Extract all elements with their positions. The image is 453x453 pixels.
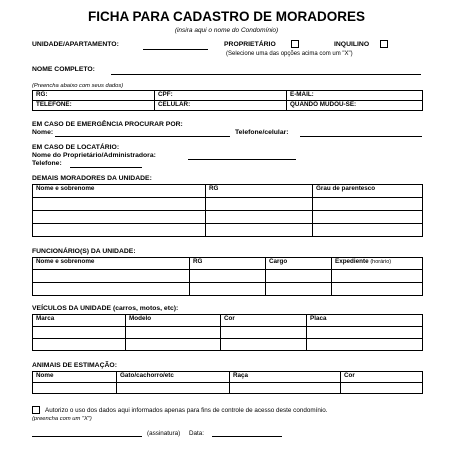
- column-header: Grau de parentesco: [313, 185, 423, 198]
- personal-hint: (Preencha abaixo com seus dados): [32, 83, 124, 89]
- pets-table: [32, 371, 423, 394]
- pets-heading: ANIMAIS DE ESTIMAÇÃO:: [32, 362, 117, 369]
- table-cell[interactable]: [190, 283, 266, 296]
- table-cell[interactable]: [206, 224, 313, 237]
- table-cell[interactable]: [33, 283, 190, 296]
- table-row: [33, 270, 423, 283]
- table-cell[interactable]: [332, 270, 423, 283]
- table-cell[interactable]: [313, 224, 423, 237]
- table-header-row: [33, 258, 423, 270]
- consent-checkbox[interactable]: [32, 406, 40, 414]
- table-row: [33, 224, 423, 237]
- email-field[interactable]: E-MAIL:: [287, 91, 423, 101]
- phone-field[interactable]: TELEFONE:: [33, 101, 155, 111]
- table-cell[interactable]: [266, 270, 332, 283]
- column-header: Marca: [33, 315, 126, 327]
- column-header: Nome e sobrenome: [33, 185, 206, 198]
- column-header: Gato/cachorro/etc: [117, 372, 230, 383]
- table-header-row: [33, 185, 423, 198]
- tenant-phone-input-line[interactable]: [70, 167, 142, 168]
- table-cell[interactable]: [313, 211, 423, 224]
- table-row: [33, 339, 423, 351]
- vehicles-table: [32, 314, 423, 351]
- move-in-date-field[interactable]: QUANDO MUDOU-SE:: [287, 101, 423, 111]
- table-cell[interactable]: [221, 327, 307, 339]
- table-cell[interactable]: [126, 327, 221, 339]
- table-cell[interactable]: [33, 198, 206, 211]
- table-cell[interactable]: [126, 339, 221, 351]
- column-header: Nome: [33, 372, 117, 383]
- table-cell[interactable]: [33, 270, 190, 283]
- consent-hint: (preencha com um "X"): [32, 416, 92, 422]
- emergency-heading: EM CASO DE EMERGÊNCIA PROCURAR POR:: [32, 121, 183, 128]
- residents-table: [32, 184, 423, 237]
- date-label: Data:: [189, 430, 205, 437]
- consent-text: Autorizo o uso dos dados aqui informados apenas para fins de controle de acesso deste condomínio.: [45, 407, 328, 414]
- emergency-phone-label: Telefone/celular:: [235, 129, 289, 136]
- table-header-row: [33, 372, 423, 383]
- personal-data-table: [32, 90, 423, 111]
- column-header: Cor: [341, 372, 423, 383]
- column-header: Cargo: [266, 258, 332, 270]
- column-header: RG: [206, 185, 313, 198]
- employees-heading: FUNCIONÁRIO(S) DA UNIDADE:: [32, 248, 136, 255]
- table-row: [33, 327, 423, 339]
- page-subtitle: (insira aqui o nome do Condomínio): [174, 27, 279, 34]
- emergency-name-label: Nome:: [32, 129, 54, 136]
- rg-field[interactable]: RG:: [33, 91, 155, 101]
- owner-name-input-line[interactable]: [188, 159, 296, 160]
- table-cell[interactable]: [221, 339, 307, 351]
- signature-input-line[interactable]: [32, 436, 142, 437]
- column-header: Modelo: [126, 315, 221, 327]
- table-cell[interactable]: [307, 327, 423, 339]
- table-cell[interactable]: [33, 211, 206, 224]
- table-cell[interactable]: [206, 198, 313, 211]
- unit-input-line[interactable]: [143, 49, 208, 50]
- employees-table: [32, 257, 423, 296]
- full-name-input-line[interactable]: [111, 74, 421, 75]
- column-header: Cor: [221, 315, 307, 327]
- table-header-row: [33, 315, 423, 327]
- table-row: [33, 283, 423, 296]
- table-cell[interactable]: [33, 383, 117, 394]
- table-row: [33, 211, 423, 224]
- unit-label: UNIDADE/APARTAMENTO:: [32, 41, 119, 48]
- table-cell[interactable]: [266, 283, 332, 296]
- owner-name-label: Nome do Proprietário/Administradora:: [32, 152, 156, 159]
- table-cell[interactable]: [33, 327, 126, 339]
- emergency-name-input-line[interactable]: [55, 136, 230, 137]
- signature-label: (assinatura): [147, 430, 181, 437]
- column-header: Expediente (horário): [332, 258, 423, 270]
- date-input-line[interactable]: [212, 436, 282, 437]
- cpf-field[interactable]: CPF:: [155, 91, 287, 101]
- residents-heading: DEMAIS MORADORES DA UNIDADE:: [32, 175, 152, 182]
- full-name-label: NOME COMPLETO:: [32, 66, 95, 73]
- tenant-label: INQUILINO: [334, 41, 370, 48]
- column-header: Nome e sobrenome: [33, 258, 190, 270]
- table-cell[interactable]: [341, 383, 423, 394]
- table-cell[interactable]: [33, 224, 206, 237]
- column-header: Placa: [307, 315, 423, 327]
- owner-checkbox[interactable]: [291, 40, 299, 48]
- tenant-heading: EM CASO DE LOCATÁRIO:: [32, 144, 120, 151]
- column-header: RG: [190, 258, 266, 270]
- owner-label: PROPRIETÁRIO: [224, 41, 276, 48]
- table-cell[interactable]: [117, 383, 230, 394]
- table-cell[interactable]: [332, 283, 423, 296]
- table-cell[interactable]: [230, 383, 341, 394]
- tenant-phone-label: Telefone:: [32, 160, 62, 167]
- tenant-checkbox[interactable]: [380, 40, 388, 48]
- mobile-field[interactable]: CELULAR:: [155, 101, 287, 111]
- schedule-note: (horário): [370, 259, 392, 265]
- table-cell[interactable]: [307, 339, 423, 351]
- table-row: [33, 198, 423, 211]
- vehicles-heading: VEÍCULOS DA UNIDADE (carros, motos, etc):: [32, 305, 179, 312]
- page-title: FICHA PARA CADASTRO DE MORADORES: [87, 9, 365, 24]
- column-header: Raça: [230, 372, 341, 383]
- table-cell[interactable]: [206, 211, 313, 224]
- emergency-phone-input-line[interactable]: [300, 136, 422, 137]
- table-cell[interactable]: [33, 339, 126, 351]
- table-cell[interactable]: [190, 270, 266, 283]
- unit-hint: (Selecione uma das opções acima com um "X"): [226, 51, 353, 57]
- table-row: [33, 383, 423, 394]
- table-cell[interactable]: [313, 198, 423, 211]
